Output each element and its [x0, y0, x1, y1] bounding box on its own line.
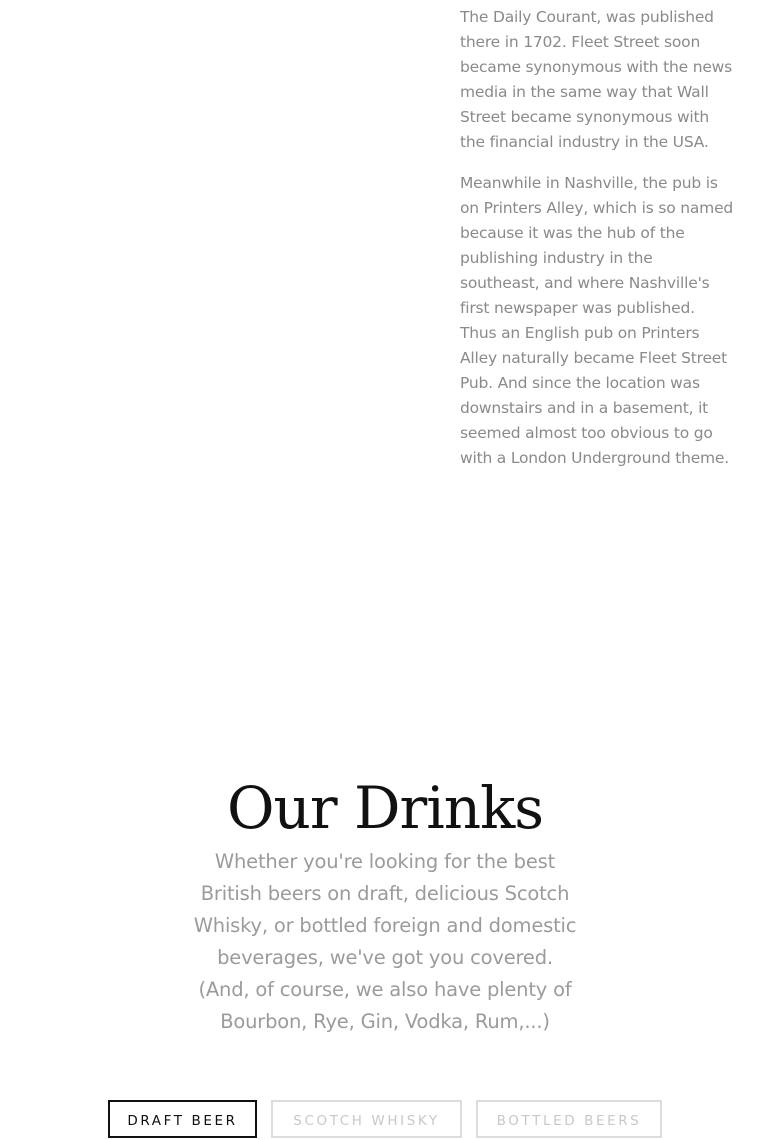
drinks-intro: Whether you're looking for the best British beers on draft, delicious Scotch Whisky, or bottled foreign and domestic beverages, we've got you covered. (And, of course, we also have plenty of Bourbon, Rye, Gin, Vodka, Rum,...): [193, 850, 577, 1033]
history-paragraph-2: Meanwhile in Nashville, the pub is on Printers Alley, which is so named because it was the hub of the publishing industry in the southeast, and where Nashville's first newspaper was published. Thus an English pub on Printers Alley naturally became Fleet Street Pub. And since the location was downstairs and in a basement, it seemed almost too obvious to go with a London Underground theme.: [460, 174, 734, 467]
tab-draft-beer[interactable]: DRAFT BEER: [108, 1100, 257, 1138]
history-section: [460, 0, 735, 487]
drinks-title: Our Drinks: [226, 774, 544, 842]
drinks-tabs: [0, 1100, 770, 1140]
tab-bottled-beers[interactable]: BOTTLED BEERS: [476, 1100, 662, 1138]
tab-scotch-whisky[interactable]: SCOTCH WHISKY: [271, 1100, 462, 1138]
history-paragraph-1: The Daily Courant, was published there in 1702. Fleet Street soon became synonymous with the news media in the same way that Wall Street became synonymous with the financial industry in the USA.: [460, 8, 733, 151]
drinks-section: [0, 770, 770, 1038]
